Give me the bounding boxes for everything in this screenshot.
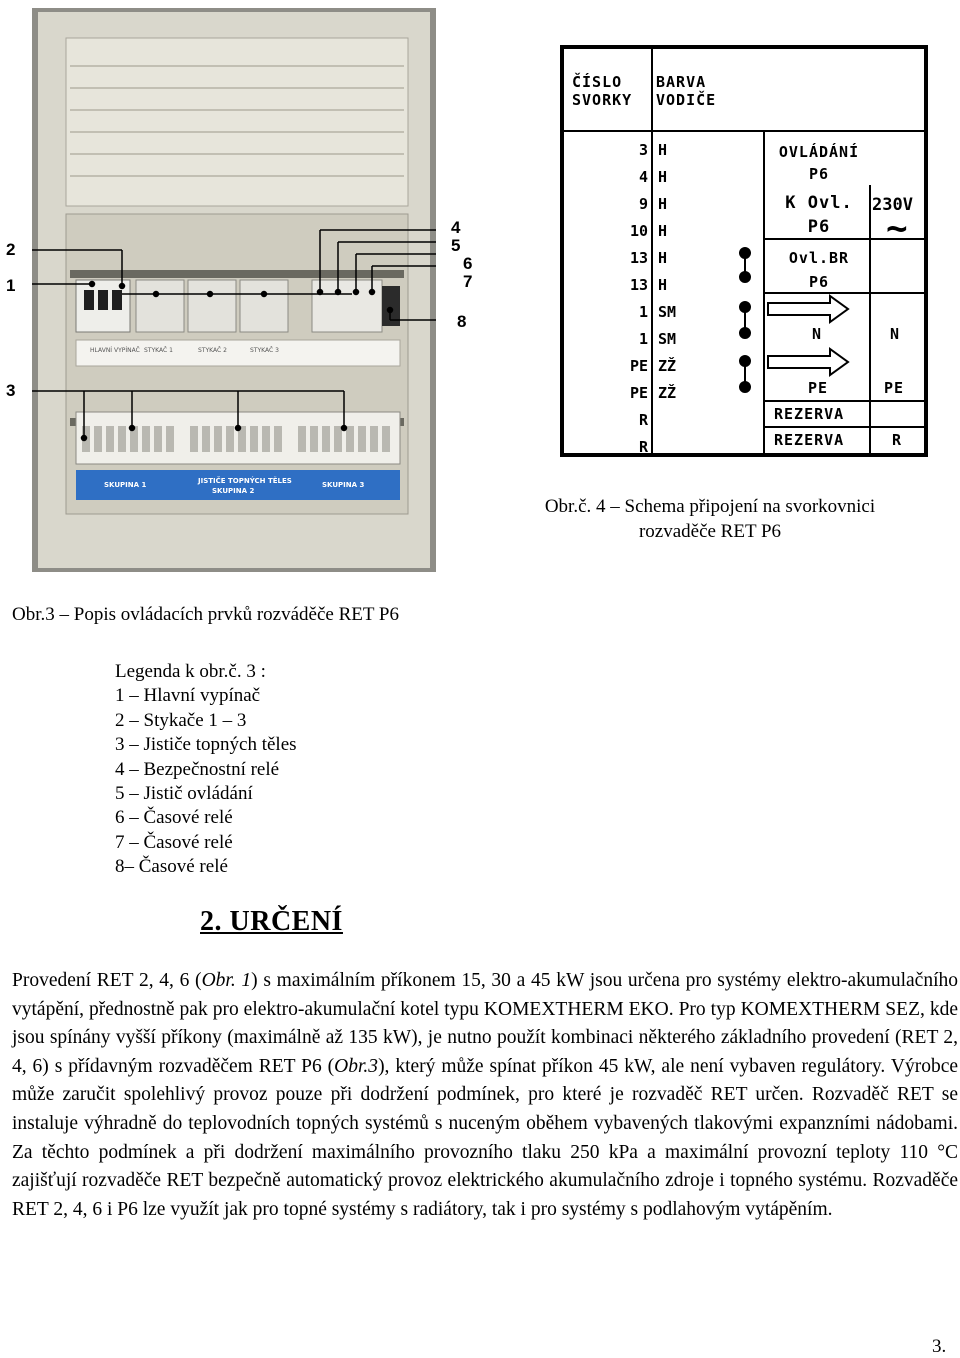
- control-label: P6: [808, 165, 830, 183]
- wire-color: H: [658, 141, 668, 159]
- terminal-number: 13: [629, 276, 648, 294]
- body-paragraph: [12, 967, 958, 1224]
- wire-color: ZŽ: [658, 384, 677, 402]
- callout-8: 8: [457, 312, 467, 331]
- paragraph-reference: Obr. 1: [201, 970, 252, 991]
- legend-item: 6 – Časové relé: [115, 807, 233, 829]
- figure-3-caption: Obr.3 – Popis ovládacích prvků rozváděče RET P6: [12, 604, 399, 625]
- figure-4-caption-line1: Obr.č. 4 – Schema připojení na svorkovnici: [544, 496, 876, 517]
- section-heading: 2. URČENÍ: [200, 906, 343, 937]
- legend-item: 8– Časové relé: [115, 856, 228, 878]
- legend-item: 2 – Stykače 1 – 3: [115, 709, 247, 731]
- wire-color: H: [658, 222, 668, 240]
- col2-header-line1: BARVA: [656, 73, 707, 91]
- reserve-label-1: REZERVA: [774, 405, 845, 423]
- terminal-number: PE: [629, 384, 648, 402]
- legend-item: 7 – Časové relé: [115, 831, 233, 853]
- label-contactor-3: STYKAČ 3: [250, 347, 279, 354]
- terminal-number: 10: [629, 222, 648, 240]
- control-label: K Ovl.: [785, 193, 853, 213]
- r-label: R: [892, 431, 903, 449]
- figure-4-caption: [490, 494, 930, 544]
- ac-tilde-symbol: ~: [886, 208, 908, 249]
- terminal-number: 3: [638, 141, 648, 159]
- group-label-3: SKUPINA 3: [322, 481, 365, 489]
- wire-color: H: [658, 195, 668, 213]
- callout-1: 1: [6, 276, 16, 295]
- label-contactor-2: STYKAČ 2: [198, 347, 227, 354]
- reserve-label-2: REZERVA: [774, 431, 845, 449]
- control-block-2: [766, 191, 872, 239]
- group-label-2: SKUPINA 2: [212, 487, 255, 495]
- terminal-number: 1: [638, 330, 648, 348]
- label-contactor-1: STYKAČ 1: [144, 347, 173, 354]
- paragraph-text: ), který může spínat příkon 45 kW, ale není vybaven regulátory. Výrobce může zaručit spolehlivý provoz pouze při dodržení podmínek, pro které je rozvaděč RET určen. Rozvaděč RET se instaluje výhradně do teplovodních topných systémů s nuceným oběhem vybavených tlakovými expanzními nádobami. Za těchto podmínek a při dodržení maximálního provozního tlaku 250 kPa a maximální provozní teploty 110 °C zajišťují rozvaděče RET bezpečně automatický provoz elektrického akumulačního zdroje i topného systému. Rozvaděče RET 2, 4, 6 i P6 lze využít jak pro topné systémy s radiátory, tak i pro systémy s podlahovým vytápěním.: [12, 1055, 959, 1220]
- terminal-number: R: [638, 411, 648, 429]
- legend: [115, 660, 297, 880]
- neutral-label: N: [812, 325, 823, 343]
- wire-color: SM: [658, 303, 677, 321]
- paragraph-reference: Obr.3: [334, 1055, 379, 1077]
- wiring-schema: [560, 45, 928, 457]
- figure-4-caption-line2: rozvaděče RET P6: [638, 521, 782, 542]
- group-label-1: SKUPINA 1: [104, 481, 147, 489]
- legend-item: 5 – Jistič ovládání: [115, 783, 253, 805]
- wire-color: H: [658, 276, 668, 294]
- terminal-number: 9: [638, 195, 648, 213]
- callout-3: 3: [6, 381, 16, 400]
- control-label: Ovl.BR: [788, 249, 850, 267]
- callout-5: 5: [451, 236, 461, 255]
- wire-color: H: [658, 168, 668, 186]
- terminal-number-column: [564, 137, 648, 461]
- wire-color: H: [658, 249, 668, 267]
- control-label: OVLÁDÁNÍ: [778, 143, 860, 161]
- terminal-number: R: [638, 438, 648, 456]
- legend-item: 4 – Bezpečnostní relé: [115, 758, 280, 780]
- pe-label: PE: [808, 379, 829, 397]
- control-block-3: [766, 246, 872, 294]
- group-label-heaters: JISTIČE TOPNÝCH TĚLES: [198, 477, 292, 485]
- pe-label-right: PE: [884, 379, 905, 397]
- legend-title: Legenda k obr.č. 3 :: [115, 661, 266, 682]
- col1-header-line2: SVORKY: [572, 91, 633, 109]
- page-number: 3.: [932, 1336, 947, 1357]
- wire-color: ZŽ: [658, 357, 677, 375]
- terminal-number: 1: [638, 303, 648, 321]
- control-label: P6: [808, 273, 830, 291]
- callout-6: 6: [463, 254, 473, 273]
- terminal-number: PE: [629, 357, 648, 375]
- terminal-number: 13: [629, 249, 648, 267]
- col2-header-line2: VODIČE: [656, 91, 717, 109]
- neutral-label-right: N: [890, 325, 901, 343]
- paragraph-text: ) s maximálním příkonem 15, 30 a 45 kW jsou určena pro systémy elektro-akumulačního vytápění, přednostně pak pro elektro-akumulační kotel typu KOMEXTHERM EKO. Pro typ KOMEXTHERM SEZ, kde jsou spínány vyšší příkony (maximálně až 135 kW), je nutno použít kombinaci některého základního provedení (RET 2, 4, 6) s přídavným rozvaděčem RET P6 (: [12, 970, 958, 1077]
- callout-2: 2: [6, 240, 16, 259]
- control-block-1: [766, 141, 872, 185]
- wire-color: SM: [658, 330, 677, 348]
- legend-item: 3 – Jističe topných těles: [115, 734, 297, 756]
- paragraph-text: Provedení RET 2, 4, 6 (: [12, 970, 202, 991]
- voltage-label: 230V: [872, 195, 913, 215]
- terminal-number: 4: [638, 168, 648, 186]
- callout-7: 7: [463, 272, 473, 291]
- col1-header-line1: ČÍSLO: [572, 73, 623, 91]
- legend-item: 1 – Hlavní vypínač: [115, 685, 261, 707]
- control-label: P6: [807, 217, 831, 237]
- wire-color-column: [658, 137, 738, 461]
- callout-4: 4: [451, 218, 461, 237]
- switchboard-photo: [32, 8, 436, 572]
- label-main-switch: HLAVNÍ VYPÍNAČ: [90, 347, 140, 354]
